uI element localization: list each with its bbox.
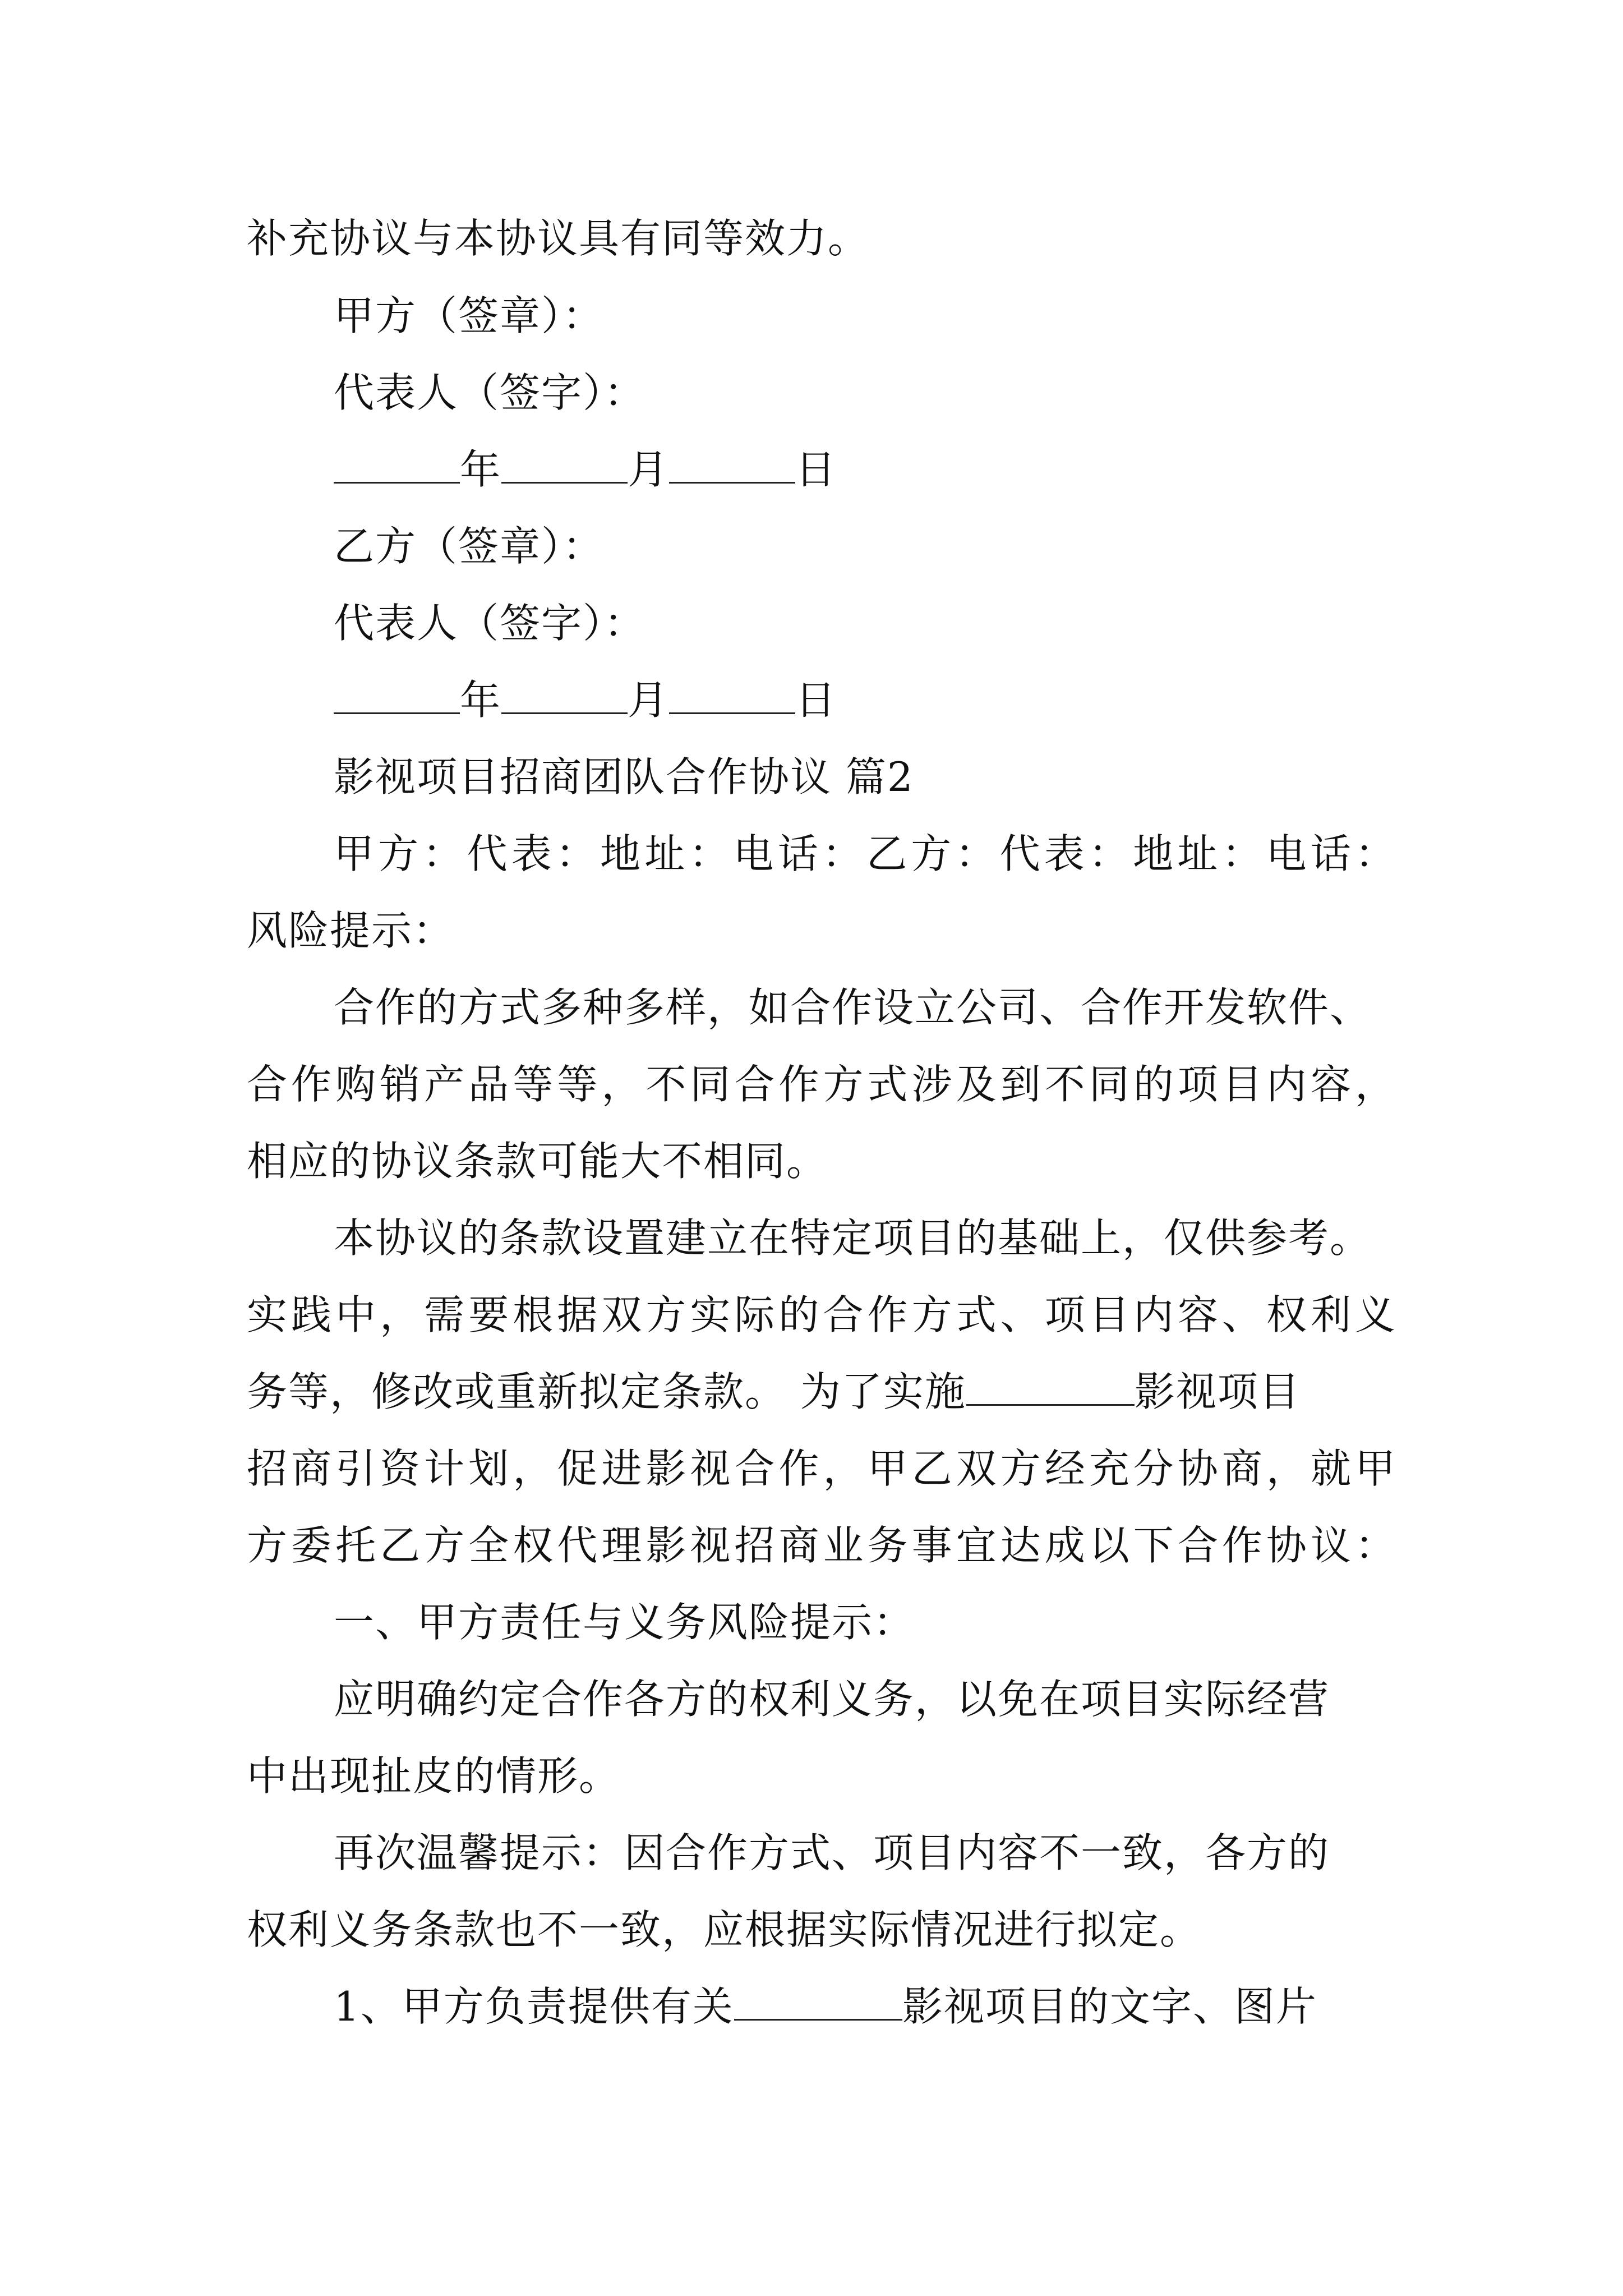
project-name-blank: [966, 1369, 1135, 1406]
day-blank: [669, 447, 795, 484]
party-a-seal-line: 甲方（签章）：: [334, 292, 605, 339]
paragraph-line: 实践中，需要根据双方实际的合作方式、项目内容、权利义: [247, 1291, 1396, 1338]
paragraph-line: 补充协议与本协议具有同等效力。: [247, 215, 870, 262]
text-segment: 影视项目的文字、图片: [902, 1983, 1317, 2030]
year-label: 年: [460, 446, 502, 493]
party-a-date-line: [334, 444, 837, 495]
day-label: 日: [795, 446, 837, 493]
year-blank: [334, 678, 460, 714]
text-segment: 1、甲方负责提供有关: [334, 1983, 734, 2030]
month-blank: [501, 678, 628, 714]
text-segment: 务等，修改或重新拟定条款。 为了实施: [247, 1368, 966, 1415]
parties-line: 甲方：代表：地址：电话：乙方：代表：地址：电话：: [334, 830, 1396, 877]
paragraph-line: 相应的协议条款可能大不相同。: [247, 1138, 828, 1185]
project-name-blank: [734, 1984, 902, 2021]
month-label: 月: [628, 446, 670, 493]
paragraph-line: 中出现扯皮的情形。: [247, 1752, 621, 1800]
year-label: 年: [460, 677, 502, 724]
clause-heading: 一、甲方责任与义务风险提示：: [334, 1599, 915, 1646]
paragraph-line: 本协议的条款设置建立在特定项目的基础上，仅供参考。: [334, 1214, 1372, 1262]
year-blank: [334, 447, 460, 484]
party-b-seal-line: 乙方（签章）：: [334, 523, 605, 570]
paragraph-line: 再次温馨提示：因合作方式、项目内容不一致，各方的: [334, 1829, 1330, 1876]
day-label: 日: [795, 677, 837, 724]
paragraph-line: 合作的方式多种多样，如合作设立公司、合作开发软件、: [334, 984, 1372, 1031]
day-blank: [669, 678, 795, 714]
text-segment: 影视项目: [1134, 1368, 1301, 1415]
paragraph-line: 应明确约定合作各方的权利义务，以免在项目实际经营: [334, 1676, 1330, 1723]
paragraph-line: 方委托乙方全权代理影视招商业务事宜达成以下合作协议：: [247, 1522, 1396, 1569]
party-a-representative-line: 代表人（签字）：: [334, 369, 646, 416]
risk-tip-heading: 风险提示：: [247, 907, 455, 954]
paragraph-line: 招商引资计划，促进影视合作，甲乙双方经充分协商，就甲: [247, 1445, 1396, 1492]
paragraph-line: 权利义务条款也不一致，应根据实际情况进行拟定。: [247, 1906, 1202, 1953]
party-b-representative-line: 代表人（签字）：: [334, 600, 646, 647]
month-label: 月: [628, 677, 670, 724]
party-b-date-line: [334, 675, 837, 725]
section-title: 影视项目招商团队合作协议 篇2: [334, 753, 914, 800]
clause-item-line: [334, 1981, 1317, 2032]
paragraph-line-with-blank: [247, 1366, 1301, 1417]
month-blank: [501, 447, 628, 484]
paragraph-line: 合作购销产品等等，不同合作方式涉及到不同的项目内容，: [247, 1061, 1396, 1108]
